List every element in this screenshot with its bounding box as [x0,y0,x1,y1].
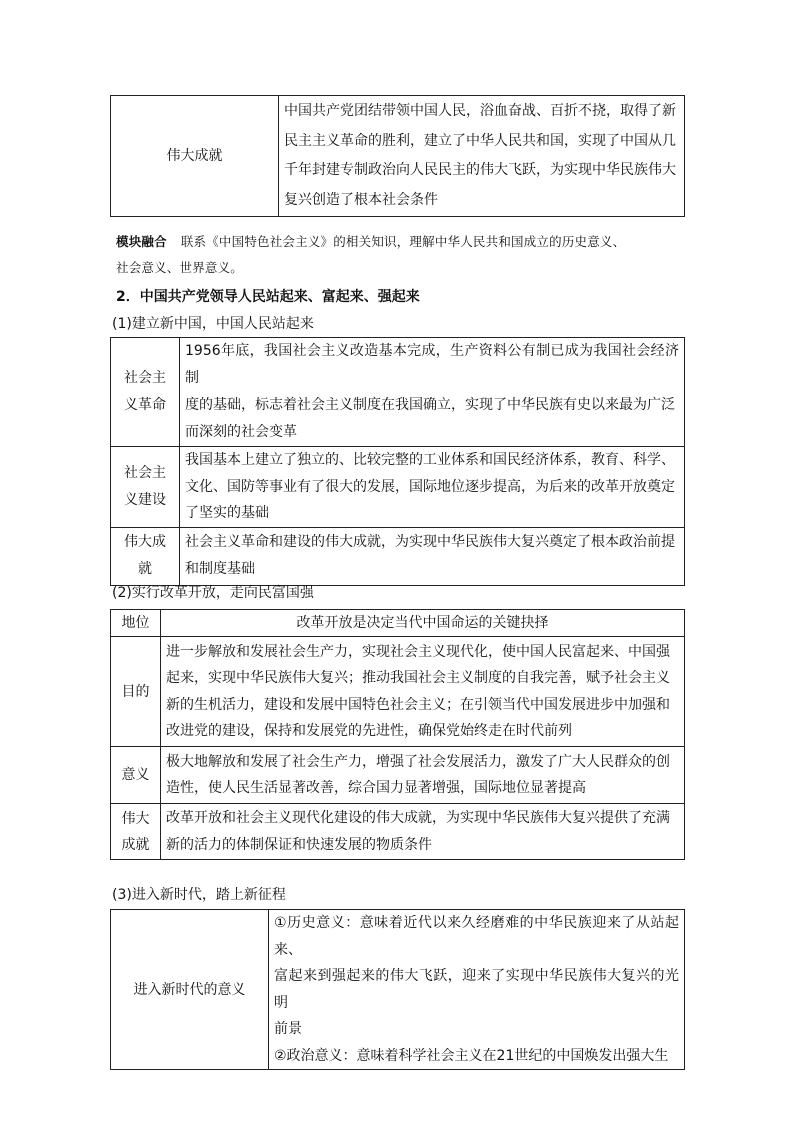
module-fusion-line1: 联系《中国特色社会主义》的相关知识，理解中华人民共和国成立的历史意义、 [180,234,626,249]
module-fusion-tag: 模块融合 [116,234,167,249]
label-line: 目的 [121,683,150,700]
text-line: 1956年底，我国社会主义改造基本完成，生产资料公有制已成为我国社会经济制 [185,343,679,386]
label-line: 义建设 [124,491,166,508]
label-line: 社会主 [124,370,166,386]
row-label [111,747,161,804]
text-line: 起来，实现中华民族伟大复兴；推动我国社会主义制度的自我完善，赋予社会主义 [166,670,670,686]
row-content [161,804,685,860]
row-label: 伟大成就 [111,96,279,217]
row-label [111,447,180,528]
section-title: 2．中国共产党领导人民站起来、富起来、强起来 [116,289,420,305]
text-line: ②政治意义：意味着科学社会主义在21世纪的中国焕发出强大生 [274,1047,669,1064]
text-line: 新的生机活力，建设和发展中国特色社会主义；在引领当代中国发展进步中加强和 [166,696,670,713]
row-content [269,910,685,1070]
text-line: 了坚实的基础 [185,505,269,521]
text-line: 而深刻的社会变革 [185,424,297,440]
row-content [161,610,685,637]
label-line: 伟大成 [124,534,166,550]
achievement-table [110,95,685,217]
row-content [180,338,685,447]
text-line: 造性，使人民生活显著改善，综合国力显著增强，国际地位显著提高 [166,780,586,796]
text-line: 我国基本上建立了独立的、比较完整的工业体系和国民经济体系，教育、科学、 [185,452,675,468]
reform-table [110,609,685,860]
subsection-title: (2)实行改革开放，走向民富国强 [112,585,314,601]
row-label: 进入新时代的意义 [111,910,269,1070]
row-content [161,637,685,747]
row-label [111,637,161,747]
row-label [111,527,180,585]
label-line: 义革命 [124,397,166,413]
text-line: 前景 [274,1021,302,1037]
subsection-title: (3)进入新时代，踏上新征程 [112,887,286,903]
table-row [111,804,685,860]
text-line: 富起来到强起来的伟大飞跃，迎来了实现中华民族伟大复兴的光明 [274,968,679,1011]
text-line: 改革开放和社会主义现代化建设的伟大成就，为实现中华民族伟大复兴提供了充满 [166,810,670,826]
text-line: 复兴创造了根本社会条件 [284,191,438,208]
row-content [161,747,685,804]
label-line: 地位 [121,614,150,631]
table-row [111,610,685,637]
table-row [111,447,685,528]
row-content [180,527,685,585]
module-fusion-line2: 社会意义、世界意义。 [116,260,244,275]
label-line: 成就 [121,836,150,853]
row-label [111,804,161,860]
table-row [111,637,685,747]
text-line: 进一步解放和发展社会生产力，实现社会主义现代化，使中国人民富起来、中国强 [166,643,670,660]
text-line: 社会主义革命和建设的伟大成就，为实现中华民族伟大复兴奠定了根本政治前提 [185,534,675,550]
row-content [180,447,685,528]
text-line: 民主主义革命的胜利，建立了中华人民共和国，实现了中国从几 [284,132,676,149]
subsection-title: (1)建立新中国，中国人民站起来 [112,316,314,332]
label-line: 就 [138,561,152,577]
text-line: 新的活力的体制保证和快速发展的物质条件 [166,836,432,853]
label-line: 意义 [121,767,150,783]
row-content [279,96,685,217]
text-line: 极大地解放和发展了社会生产力，增强了社会发展活力，激发了广大人民群众的创 [166,753,670,770]
text-line: 中国共产党团结带领中国人民，浴血奋战、百折不挠，取得了新 [284,103,676,119]
row-label [111,610,161,637]
module-fusion-note [116,232,625,250]
table-row [111,527,685,585]
text-line: 千年封建专制政治向人民民主的伟大飞跃，为实现中华民族伟大 [284,162,676,178]
text-line: 文化、国防等事业有了很大的发展，国际地位逐步提高，为后来的改革开放奠定 [185,478,675,495]
label-line: 伟大 [121,810,150,827]
text-line: 改进党的建设，保持和发展党的先进性，确保党始终走在时代前列 [166,723,572,739]
table-row [111,747,685,804]
label-line: 社会主 [124,464,166,481]
row-label [111,338,180,447]
table-row [111,338,685,447]
text-line: 度的基础，标志着社会主义制度在我国确立，实现了中华民族有史以来最为广泛 [185,397,675,413]
new-era-table [110,909,685,1070]
text-line: 改革开放是决定当代中国命运的关键抉择 [296,614,549,631]
new-china-table [110,337,685,586]
text-line: 和制度基础 [185,561,255,577]
text-line: ①历史意义：意味着近代以来久经磨难的中华民族迎来了从站起来、 [274,915,679,958]
table-row [111,910,685,1070]
table-row [111,96,685,217]
